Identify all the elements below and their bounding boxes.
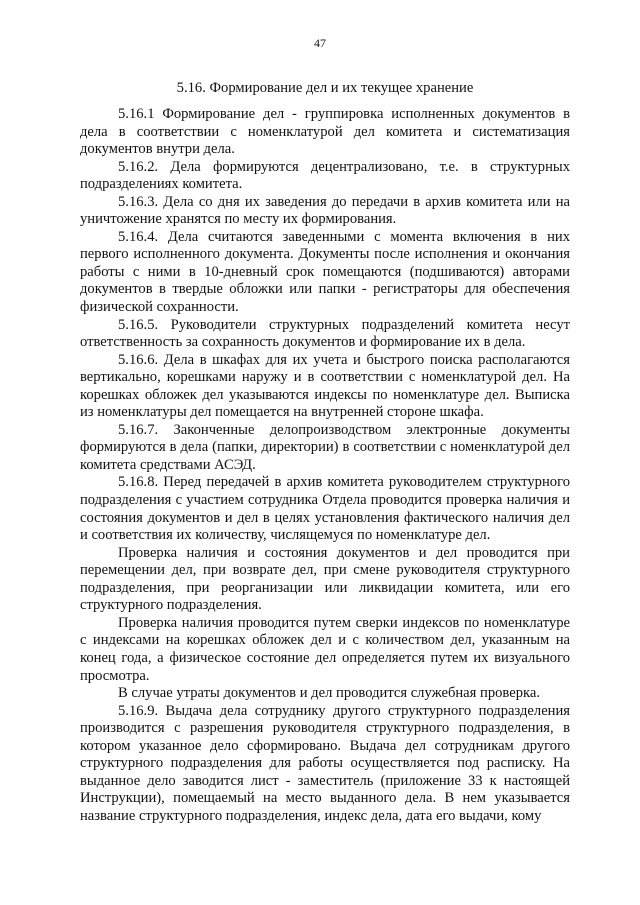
paragraph-5-16-3: 5.16.3. Дела со дня их заведения до передачи в архив комитета или на уничтожение хранятся по месту их формирования. bbox=[80, 193, 570, 228]
paragraph-inventory-check: Проверка наличия и состояния документов и дел проводится при перемещении дел, при возврате дел, при смене руководителя структурного подразделения, при реорганизации или ликвидации комитета, или его структурного подразделения. bbox=[80, 544, 570, 614]
paragraph-loss-inquiry: В случае утраты документов и дел проводится служебная проверка. bbox=[118, 685, 540, 702]
paragraph-index-reconciliation: Проверка наличия проводится путем сверки индексов по номенклатуре с индексами на корешках обложек дел и с количеством дел, указанным на конец года, а физическое состояние дел определяется путем их визуального просмотра. bbox=[80, 614, 570, 684]
page-number: 47 bbox=[314, 36, 326, 50]
paragraph-5-16-6: 5.16.6. Дела в шкафах для их учета и быстрого поиска располагаются вертикально, корешками наружу и в соответствии с номенклатурой дел. На корешках обложек дел указываются индексы по номенклатуре дел. Выписка из номенклатуры дел помещается на внутренней стороне шкафа. bbox=[80, 351, 570, 421]
paragraph-5-16-1: 5.16.1 Формирование дел - группировка исполненных документов в дела в соответствии с номенклатурой дел комитета и систематизация документов внутри дела. bbox=[80, 106, 570, 158]
paragraph-5-16-8: 5.16.8. Перед передачей в архив комитета руководителем структурного подразделения с участием сотрудника Отдела проводится проверка наличия и состояния документов и дел в целях установления фактического наличия дел и соответствия их количеству, числящемуся по номенклатуре дел. bbox=[80, 474, 570, 544]
section-heading: 5.16. Формирование дел и их текущее хранение bbox=[176, 80, 474, 96]
paragraph-5-16-9: 5.16.9. Выдача дела сотруднику другого структурного подразделения производится с разрешения руководителя структурного подразделения, в котором указанное дело сформировано. Выдача дел сотрудникам другого структурного подразделения для работы осуществляется под расписку. На выданное дело заводится лист - заместитель (приложение 33 к настоящей Инструкции), помещаемый на место выданного дела. В нем указывается название структурного подразделения, индекс дела, дата его выдачи, кому bbox=[80, 702, 570, 824]
document-body bbox=[80, 106, 570, 825]
paragraph-5-16-4: 5.16.4. Дела считаются заведенными с момента включения в них первого исполненного документа. Документы после исполнения и окончания работы с ними в 10-дневный срок помещаются (подшиваются) авторами документов в твердые обложки или папки - регистраторы для обеспечения физической сохранности. bbox=[80, 228, 570, 316]
paragraph-5-16-2: 5.16.2. Дела формируются децентрализовано, т.е. в структурных подразделениях комитета. bbox=[80, 158, 570, 193]
paragraph-5-16-5: 5.16.5. Руководители структурных подразделений комитета несут ответственность за сохранность документов и формирование их в дела. bbox=[80, 316, 570, 351]
paragraph-5-16-7: 5.16.7. Законченные делопроизводством электронные документы формируются в дела (папки, директории) в соответствии с номенклатурой дел комитета средствами АСЭД. bbox=[80, 421, 570, 473]
